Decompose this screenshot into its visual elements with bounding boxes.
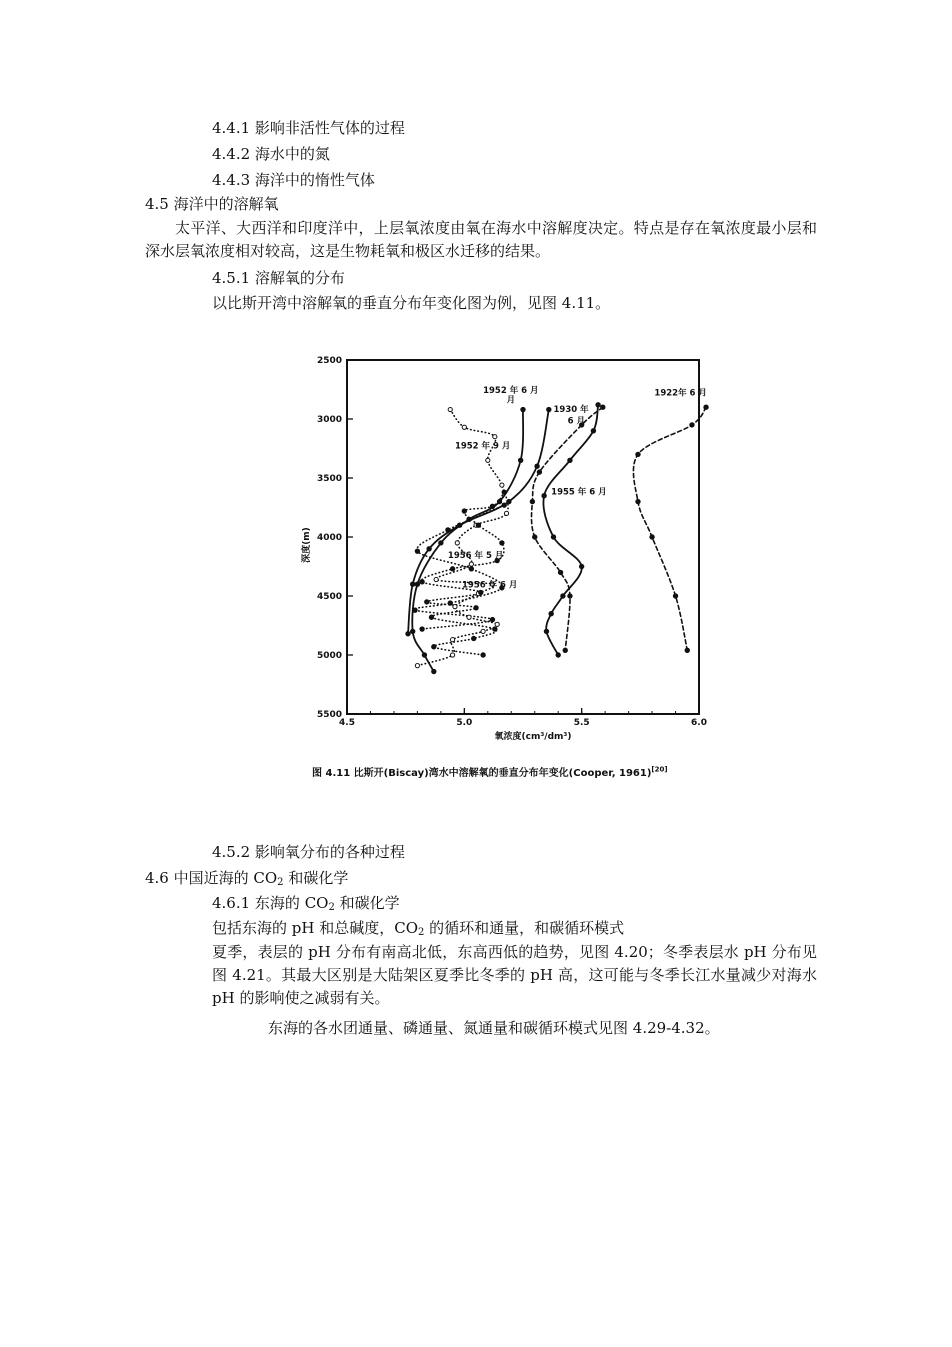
data-point — [521, 407, 525, 411]
series-annotation: 1922年 6 月 — [654, 388, 707, 399]
heading-4-5-2: 4.5.2 影响氧分布的各种过程 — [212, 843, 405, 861]
series-annotation: 月 — [506, 395, 516, 406]
data-point — [636, 499, 640, 503]
data-point — [568, 594, 572, 598]
data-point — [502, 503, 506, 507]
data-point — [650, 535, 654, 539]
y-tick-label: 2500 — [316, 356, 342, 366]
heading-4-6-1-sub: 2 — [328, 902, 335, 913]
data-point — [636, 452, 640, 456]
data-point — [446, 528, 450, 532]
series-line — [633, 407, 706, 650]
y-tick-label: 3000 — [316, 415, 342, 425]
series-annotation: 1930 年 — [553, 404, 589, 415]
series-line — [543, 405, 598, 655]
y-axis-label: 深度(m) — [302, 527, 312, 563]
data-point — [490, 504, 494, 508]
data-point — [422, 653, 426, 657]
data-point — [704, 405, 708, 409]
data-point — [420, 627, 424, 631]
data-point — [591, 429, 595, 433]
series-annotation: 1952 年 6 月 — [483, 386, 539, 397]
heading-4-4-3: 4.4.3 海洋中的惰性气体 — [212, 171, 375, 189]
heading-4-6-sub: 2 — [277, 877, 284, 888]
data-point — [558, 570, 562, 574]
data-point — [455, 541, 459, 545]
series-annotation: 1956 年 5 月 — [447, 551, 504, 562]
data-point — [535, 464, 539, 468]
series-annotation: 1952 年 9 月 — [454, 441, 511, 452]
y-tick-label: 4500 — [316, 592, 342, 602]
figure-caption-text: 图 4.11 比斯开(Biscay)湾水中溶解氧的垂直分布年变化(Cooper, 1961) — [312, 768, 652, 779]
data-point — [493, 627, 497, 631]
data-point — [495, 622, 499, 626]
data-point — [533, 535, 537, 539]
y-tick-label: 4000 — [316, 533, 342, 543]
series-line — [421, 492, 504, 655]
y-tick-label: 5500 — [316, 710, 342, 720]
heading-4-6 — [145, 868, 348, 893]
data-point — [411, 582, 415, 586]
data-point — [547, 407, 551, 411]
data-point — [439, 541, 443, 545]
figure-caption-ref: [20] — [651, 765, 668, 774]
heading-4-4-1: 4.4.1 影响非活性气体的过程 — [212, 119, 405, 137]
paragraph-east-sea-intro-a: 包括东海的 pH 和总碱度，CO — [212, 919, 418, 937]
data-point — [596, 403, 600, 407]
data-point — [434, 577, 438, 581]
series-annotation: 6 月 — [567, 416, 585, 427]
heading-4-6-1-part-b: 和碳化学 — [334, 894, 400, 912]
data-point — [502, 490, 506, 494]
data-point — [427, 547, 431, 551]
paragraph-4-5: 太平洋、大西洋和印度洋中，上层氧浓度由氧在海水中溶解度决定。特点是存在氧浓度最小层和深水层氧浓度相对较高，这是生物耗氧和极区水迁移的结果。 — [145, 219, 817, 260]
data-point — [415, 582, 419, 586]
series-annotation: 1956 年 6 月 — [461, 580, 518, 591]
data-point — [690, 423, 694, 427]
data-point — [579, 564, 583, 568]
figure-caption — [312, 764, 668, 779]
heading-4-6-1-part-a: 4.6.1 东海的 CO — [212, 894, 329, 912]
data-point — [481, 653, 485, 657]
heading-4-5-1: 4.5.1 溶解氧的分布 — [212, 269, 345, 287]
data-point — [469, 567, 473, 571]
data-point — [450, 567, 454, 571]
data-point — [462, 509, 466, 513]
data-point — [685, 648, 689, 652]
data-point — [453, 605, 457, 609]
data-point — [429, 615, 433, 619]
data-point — [451, 638, 455, 642]
y-tick-label: 3500 — [316, 474, 342, 484]
data-point — [472, 636, 476, 640]
paragraph-ph-distribution: 夏季，表层的 pH 分布有南高北低，东高西低的趋势，见图 4.20；冬季表层水 pH 分布见图 4.21。其最大区别是大陆架区夏季比冬季的 pH 高，这可能与冬季长江水量减少对海水 pH 的影响使之减弱有关。 — [212, 943, 817, 1007]
x-tick-label: 5.0 — [456, 718, 473, 728]
x-tick-label: 4.5 — [339, 718, 355, 728]
data-point — [673, 594, 677, 598]
data-point — [415, 549, 419, 553]
data-point — [467, 517, 471, 521]
data-point — [486, 458, 490, 462]
data-point — [518, 458, 522, 462]
heading-4-5: 4.5 海洋中的溶解氧 — [145, 195, 279, 213]
data-point — [474, 606, 478, 610]
series-line — [531, 407, 602, 650]
data-point — [481, 629, 485, 633]
x-tick-label: 6.0 — [691, 718, 707, 728]
data-point — [420, 580, 424, 584]
data-point — [432, 645, 436, 649]
y-tick-label: 5000 — [316, 651, 342, 661]
data-point — [448, 601, 452, 605]
data-point — [479, 590, 483, 594]
data-point — [469, 562, 473, 566]
data-point — [556, 653, 560, 657]
data-point — [537, 470, 541, 474]
data-point — [542, 494, 546, 498]
data-point — [500, 541, 504, 545]
paragraph-4-5-1: 以比斯开湾中溶解氧的垂直分布年变化图为例，见图 4.11。 — [212, 294, 611, 312]
heading-4-6-part-a: 4.6 中国近海的 CO — [145, 869, 278, 887]
data-point — [504, 511, 508, 515]
series-annotation: 1955 年 6 月 — [551, 487, 607, 498]
x-tick-label: 5.5 — [573, 718, 590, 728]
paragraph-east-sea-intro-b: 的循环和通量，和碳循环模式 — [424, 919, 625, 937]
data-point — [549, 612, 553, 616]
data-point — [561, 594, 565, 598]
data-point — [497, 499, 501, 503]
data-point — [500, 483, 504, 487]
data-point — [563, 648, 567, 652]
x-axis-label: 氧浓度(cm³/dm³) — [494, 732, 572, 742]
paragraph-east-sea-intro-sub: 2 — [418, 927, 425, 938]
data-point — [568, 458, 572, 462]
heading-4-6-part-b: 和碳化学 — [283, 869, 349, 887]
heading-4-6-1 — [212, 893, 400, 918]
paragraph-east-sea-intro — [212, 918, 624, 943]
data-point — [490, 617, 494, 621]
data-point — [406, 632, 410, 636]
data-point — [601, 405, 605, 409]
data-point — [457, 523, 461, 527]
data-point — [415, 664, 419, 668]
data-point — [451, 653, 455, 657]
data-point — [551, 535, 555, 539]
data-point — [476, 523, 480, 527]
paragraph-flux-models: 东海的各水团通量、磷通量、氮通量和碳循环模式见图 4.29-4.32。 — [268, 1019, 720, 1037]
data-point — [432, 669, 436, 673]
data-point — [425, 600, 429, 604]
data-point — [413, 608, 417, 612]
data-point — [411, 629, 415, 633]
heading-4-4-2: 4.4.2 海水中的氮 — [212, 145, 330, 163]
data-point — [530, 499, 534, 503]
data-point — [507, 499, 511, 503]
data-point — [493, 435, 497, 439]
data-point — [448, 407, 452, 411]
data-point — [462, 425, 466, 429]
data-point — [467, 615, 471, 619]
data-point — [544, 629, 548, 633]
